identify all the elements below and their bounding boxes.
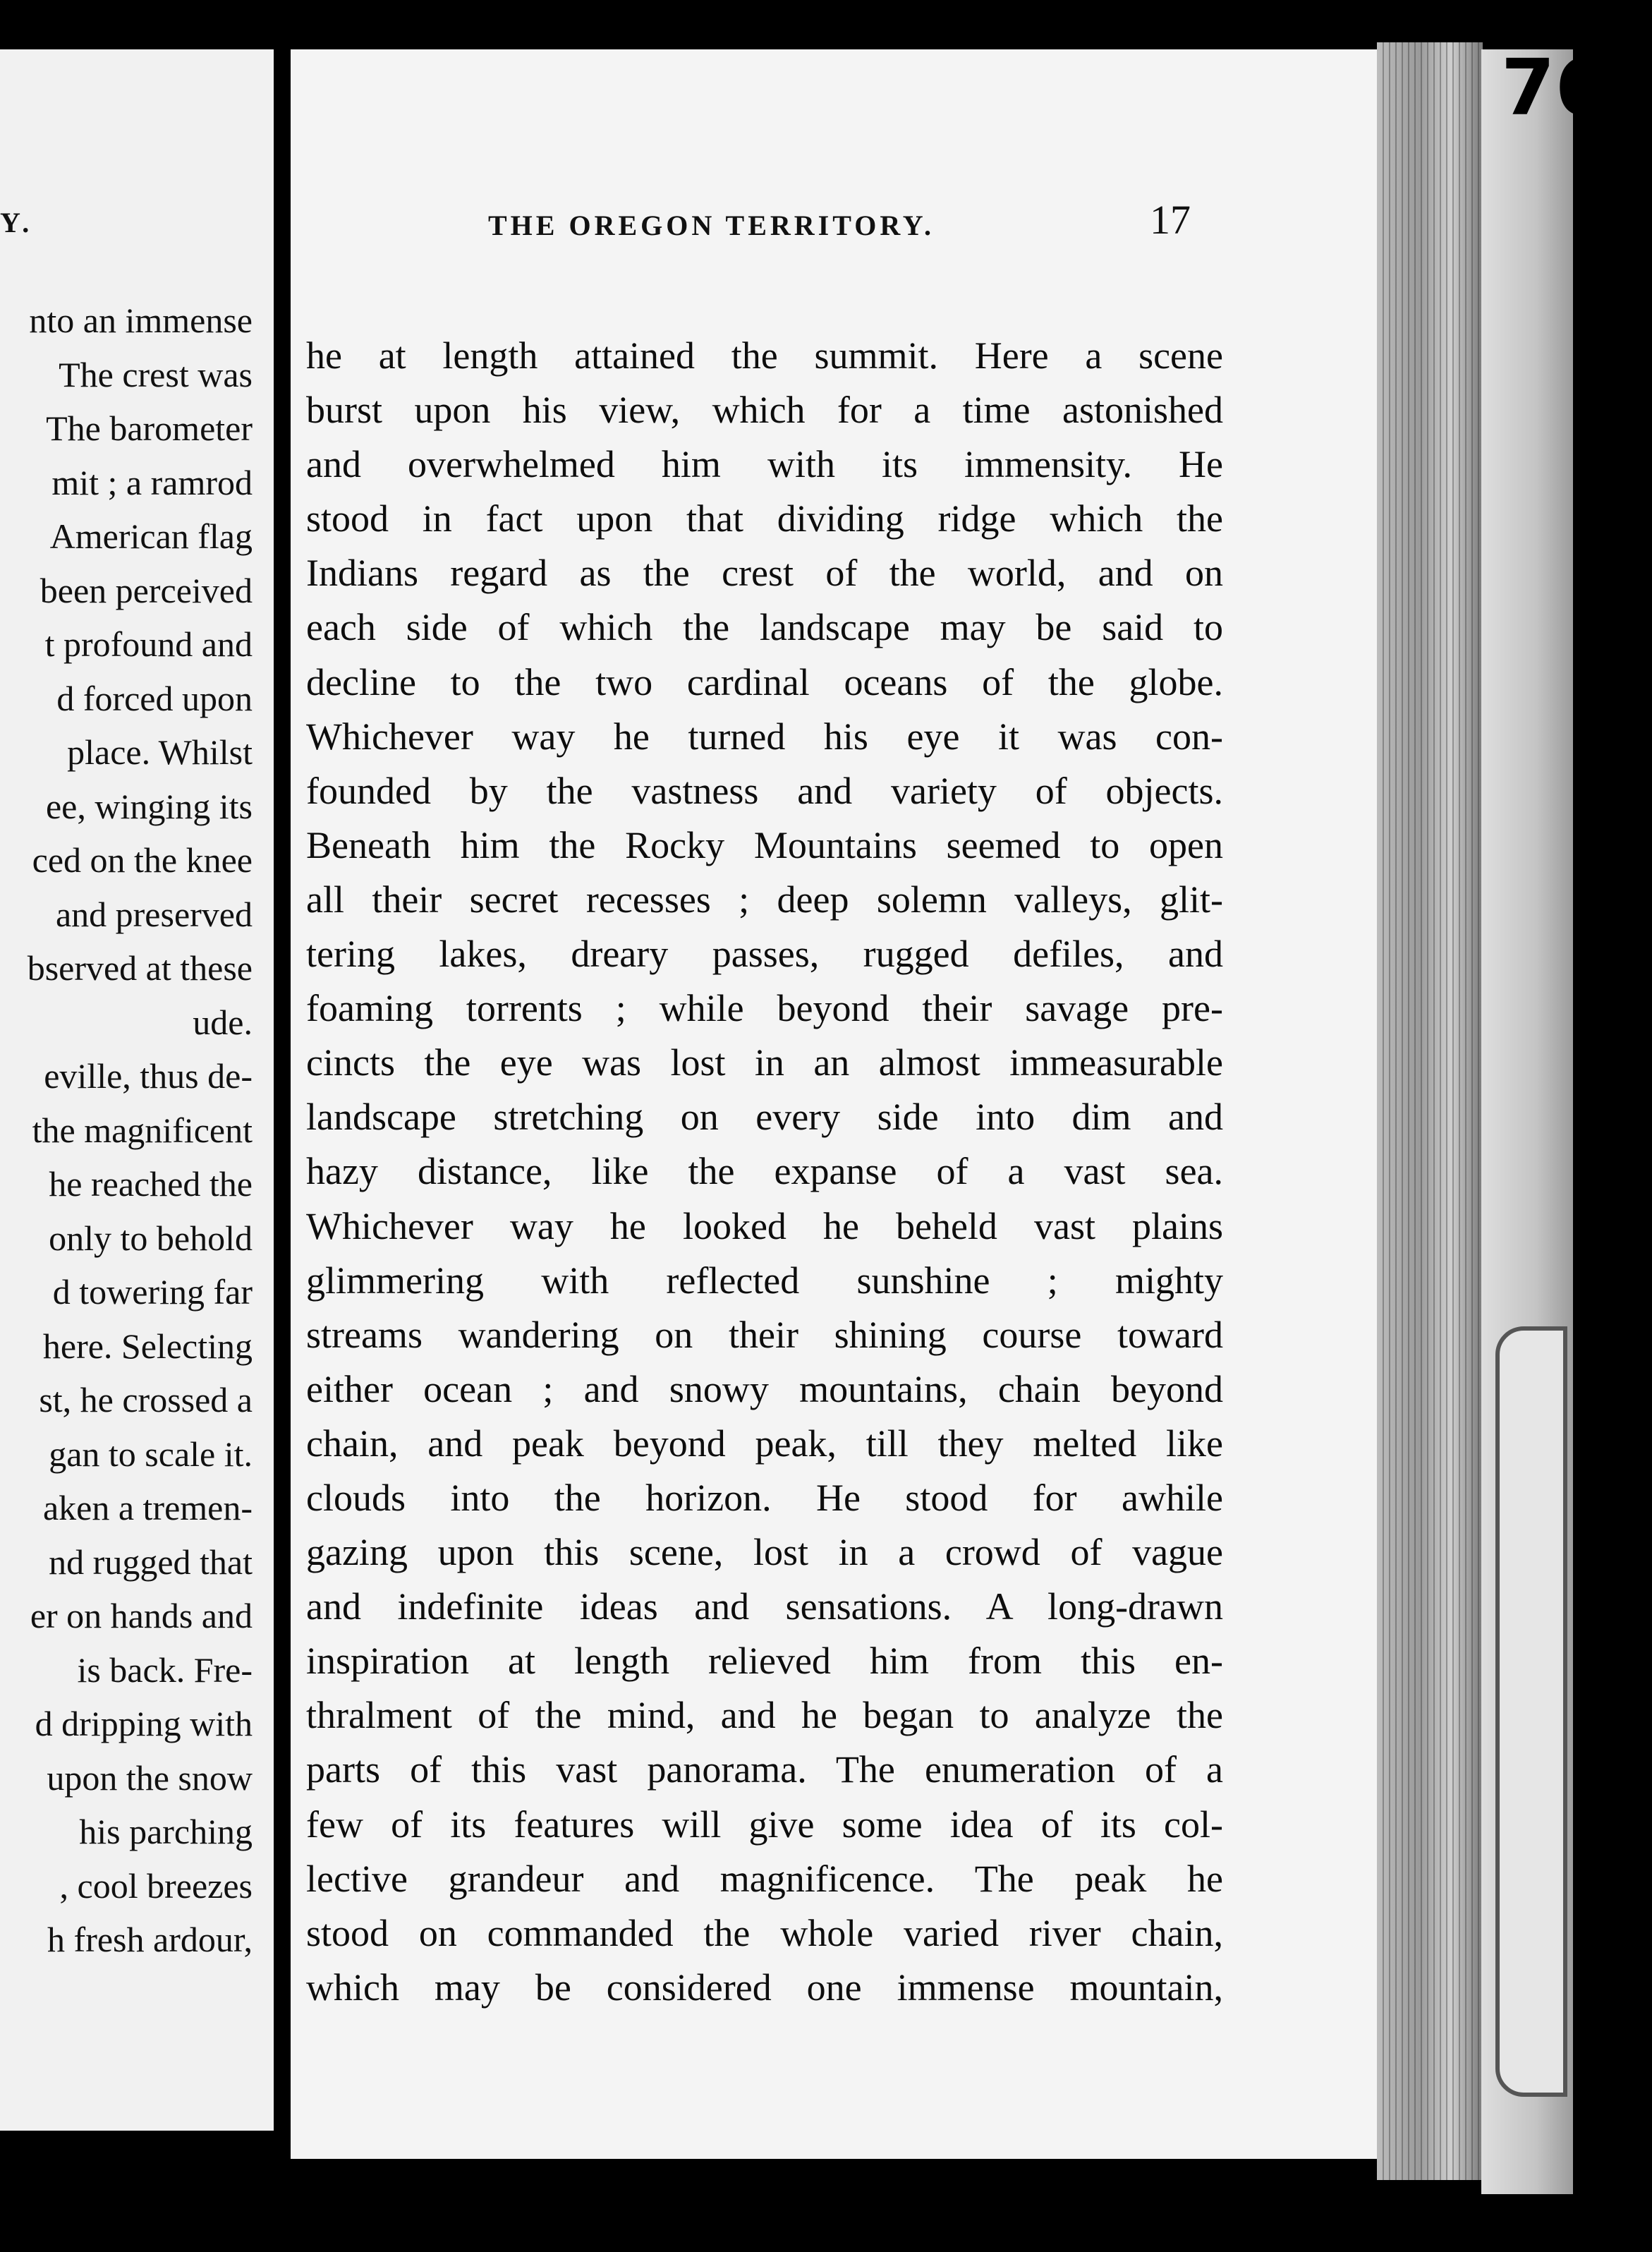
left-text-line: d towering far — [52, 1272, 253, 1312]
left-text-line: , cool breezes — [59, 1865, 253, 1906]
left-text-line: h fresh ardour, — [47, 1920, 253, 1959]
left-text-line: eville, thus de- — [44, 1056, 253, 1096]
text-line: stood on commanded the whole varied river chain, — [306, 1911, 1223, 1954]
text-line: all their secret recesses ; deep solemn valleys, glit- — [306, 878, 1223, 921]
left-text-line: only to behold — [49, 1218, 253, 1258]
text-line: few of its features will give some idea of its col- — [306, 1803, 1223, 1846]
left-text-line: ced on the knee — [32, 840, 253, 880]
text-line: parts of this vast panorama. The enumeration of a — [306, 1748, 1223, 1791]
left-text-line: nd rugged that — [49, 1542, 253, 1582]
corner-mark: 76 — [1501, 42, 1610, 133]
left-running-head: Y. — [0, 207, 34, 238]
text-line: hazy distance, like the expanse of a vast sea. — [306, 1150, 1223, 1193]
text-line: landscape stretching on every side into dim and — [306, 1096, 1223, 1139]
left-page — [0, 49, 278, 2131]
text-line: Whichever way he looked he beheld vast plains — [306, 1204, 1223, 1247]
text-line: and overwhelmed him with its immensity. He — [306, 443, 1223, 486]
text-line: Beneath him the Rocky Mountains seemed to open — [306, 823, 1223, 866]
left-text-line: nto an immense — [29, 301, 253, 340]
edge-tab-marker — [1495, 1326, 1567, 2097]
running-head: THE OREGON TERRITORY. — [488, 210, 935, 241]
text-line: clouds into the horizon. He stood for awhile — [306, 1476, 1223, 1519]
left-text-line: st, he crossed a — [39, 1380, 253, 1419]
text-line: he at length attained the summit. Here a scene — [306, 334, 1223, 377]
left-text-line: t profound and — [44, 624, 253, 664]
text-line: cincts the eye was lost in an almost immeasurable — [306, 1041, 1223, 1084]
text-line: which may be considered one immense mountain, — [306, 1966, 1223, 2009]
left-text-line: mit ; a ramrod — [51, 462, 253, 502]
left-text-line: aken a tremen- — [42, 1488, 253, 1527]
text-line: thralment of the mind, and he began to analyze the — [306, 1694, 1223, 1737]
left-text-line: d dripping with — [35, 1704, 253, 1743]
text-line: founded by the vastness and variety of objects. — [306, 769, 1223, 812]
text-line: lective grandeur and magnificence. The peak he — [306, 1857, 1223, 1900]
left-text-line: The barometer — [46, 408, 253, 448]
left-page-text — [0, 293, 274, 1967]
text-line: foaming torrents ; while beyond their savage pre- — [306, 987, 1223, 1030]
text-line: gazing upon this scene, lost in a crowd of vague — [306, 1531, 1223, 1574]
book-gutter — [274, 42, 291, 2159]
left-text-line: his parching — [79, 1812, 253, 1851]
text-line: Indians regard as the crest of the world, and on — [306, 552, 1223, 595]
left-text-line: The crest was — [59, 354, 253, 394]
left-text-line: here. Selecting — [42, 1326, 253, 1366]
left-text-line: d forced upon — [56, 678, 253, 718]
text-line: Whichever way he turned his eye it was con- — [306, 715, 1223, 758]
text-line: each side of which the landscape may be said to — [306, 606, 1223, 649]
left-text-line: gan to scale it. — [49, 1434, 253, 1474]
left-text-line: the magnificent — [32, 1110, 253, 1150]
text-line: decline to the two cardinal oceans of the globe. — [306, 660, 1223, 703]
body-text — [306, 329, 1223, 2015]
text-line: chain, and peak beyond peak, till they melted like — [306, 1422, 1223, 1465]
text-line: glimmering with reflected sunshine ; mighty — [306, 1259, 1223, 1302]
text-line: either ocean ; and snowy mountains, chain beyond — [306, 1367, 1223, 1410]
text-line: tering lakes, dreary passes, rugged defiles, and — [306, 933, 1223, 976]
left-text-line: upon the snow — [47, 1757, 253, 1798]
text-line: and indefinite ideas and sensations. A long-drawn — [306, 1585, 1223, 1628]
left-text-line: bserved at these — [27, 948, 253, 988]
left-text-line: place. Whilst — [67, 732, 253, 772]
left-text-line: and preserved — [55, 894, 253, 934]
page-header — [291, 196, 1377, 253]
left-text-line: American flag — [49, 516, 253, 556]
text-line: stood in fact upon that dividing ridge which the — [306, 497, 1223, 540]
left-text-line: been perceived — [40, 570, 253, 610]
left-text-line: is back. Fre- — [77, 1649, 253, 1690]
page-number: 17 — [1150, 197, 1191, 243]
text-line: burst upon his view, which for a time astonished — [306, 389, 1223, 432]
text-line: inspiration at length relieved him from this en- — [306, 1640, 1223, 1683]
right-page — [291, 49, 1377, 2159]
left-text-line: ee, winging its — [45, 786, 253, 826]
left-text-line: he reached the — [49, 1164, 253, 1204]
left-text-line: ude. — [193, 1002, 253, 1042]
page-edge-lines — [1383, 42, 1481, 2180]
left-text-line: er on hands and — [30, 1596, 253, 1635]
text-line: streams wandering on their shining course toward — [306, 1313, 1223, 1356]
